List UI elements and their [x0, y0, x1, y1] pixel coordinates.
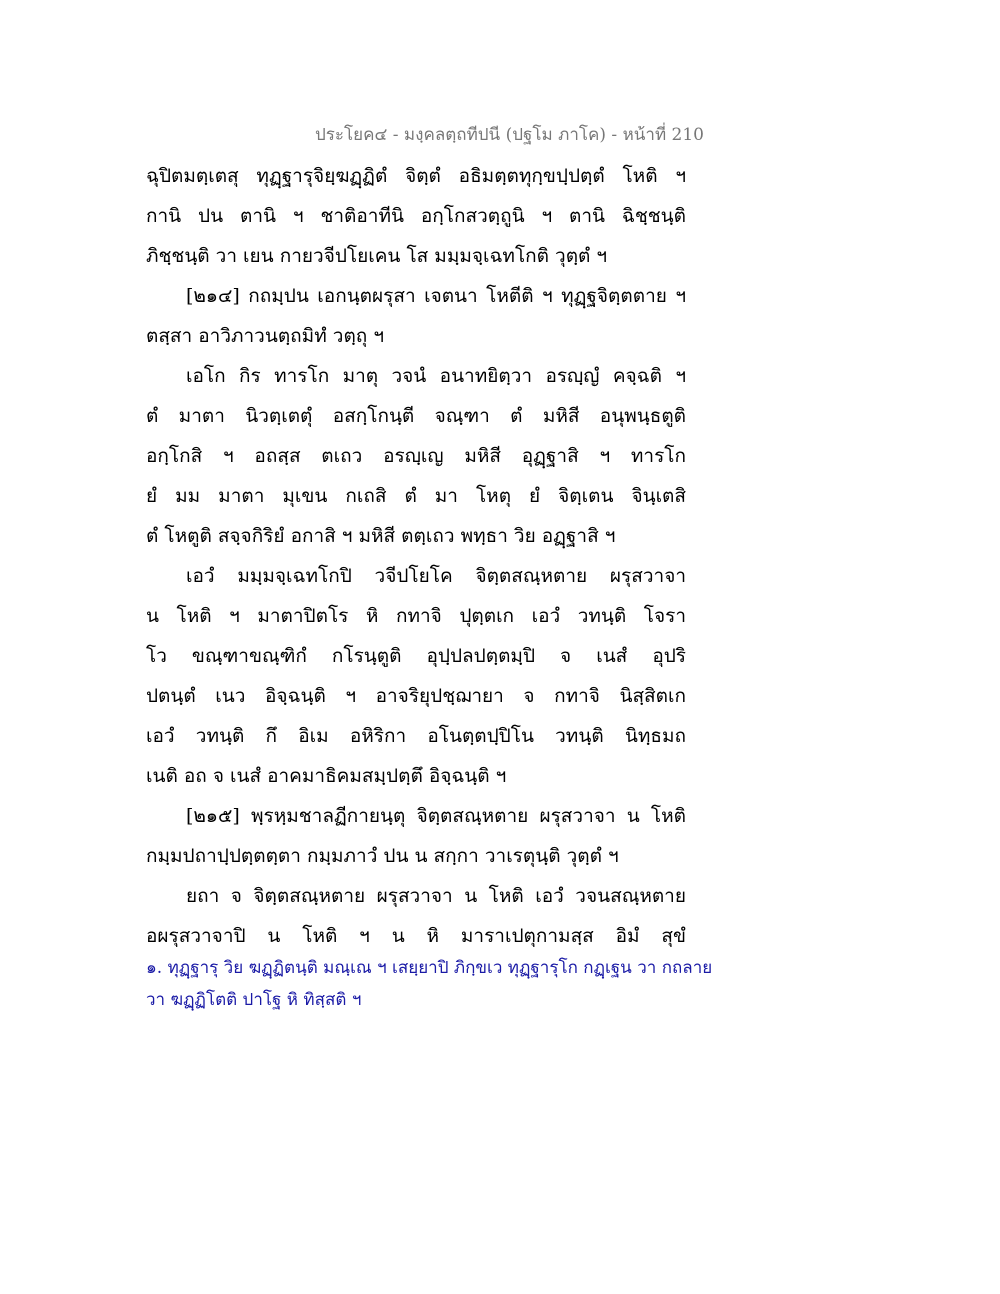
text-line-3: ภิชฺชนฺติ วา เยน กายวจีปโยเคน โส มมฺมจฺเฉทโกติ วุตฺตํ ฯ	[146, 245, 608, 267]
text-line-4: [๒๑๔] กถมฺปน เอกนฺตผรุสา เจตนา โหตีติ ฯ ทุฏฺฐจิตฺตตาย ฯ	[186, 285, 686, 307]
text-line-17: [๒๑๕] พฺรหฺมชาลฏีกายนฺตุ จิตฺตสณฺหตาย ผรุสวาจา น โหติ	[186, 805, 686, 827]
footnote-line-1: ๑. ทุฏฺฐารุ วิย ฆฏฺฏิตนฺติ มณฺเณ ฯ เสยฺยาปิ ภิกฺขเว ทุฏฺฐารุโก กฏฺเฐน วา กถลาย	[146, 958, 713, 978]
text-line-16: เนติ อถ จ เนสํ อาคมาธิคมสมฺปตฺตึ อิจฺฉนฺติ ฯ	[146, 765, 507, 787]
text-line-6: เอโก กิร ทารโก มาตุ วจนํ อนาทยิตฺวา อรญฺญํ คจฺฉติ ฯ	[186, 365, 686, 387]
text-line-12: น โหติ ฯ มาตาปิตโร หิ กทาจิ ปุตฺตเก เอวํ วทนฺติ โจรา	[146, 605, 686, 627]
text-line-9: ยํ มม มาตา มุเขน กเถสิ ตํ มา โหตุ ยํ จิตฺเตน จินฺเตสิ	[146, 485, 686, 507]
text-line-15: เอวํ วทนฺติ กึ อิเม อหิริกา อโนตฺตปฺปิโน วทนฺติ นิทฺธมถ	[146, 725, 686, 747]
text-line-14: ปตนฺตํ เนว อิจฺฉนฺติ ฯ อาจริยุปชฺฌายา จ กทาจิ นิสฺสิตเก	[146, 685, 686, 707]
text-line-2: กานิ ปน ตานิ ฯ ชาติอาทีนิ อกฺโกสวตฺถูนิ ฯ ตานิ ฉิชฺชนฺติ	[146, 205, 686, 227]
text-line-1: ฉุปิตมตฺเตสุ ทุฏฺฐารุจิยฺฆฏฺฏิตํ จิตฺตํ อธิมตฺตทุกฺขปฺปตฺตํ โหติ ฯ	[146, 165, 686, 187]
text-line-7: ตํ มาตา นิวตฺเตตุํ อสกฺโกนฺตี จณฺฑา ตํ มหิสี อนุพนฺธตูติ	[146, 405, 686, 427]
text-line-18: กมฺมปถาปฺปตฺตตฺตา กมฺมภาวํ ปน น สกฺกา วาเรตุนฺติ วุตฺตํ ฯ	[146, 845, 619, 867]
body-text	[146, 156, 686, 956]
text-line-19: ยถา จ จิตฺตสณฺหตาย ผรุสวาจา น โหติ เอวํ วจนสณฺหตาย	[186, 885, 686, 907]
text-line-13: โว ขณฺฑาขณฺฑิกํ กโรนฺตูติ อุปฺปลปตฺตมฺปิ จ เนสํ อุปริ	[146, 645, 686, 667]
footnote-line-2: วา ฆฏฺฏิโตติ ปาโฐ หิ ทิสฺสติ ฯ	[146, 990, 362, 1010]
text-line-5: ตสฺสา อาวิภาวนตฺถมิทํ วตฺถุ ฯ	[146, 325, 384, 347]
text-line-8: อกฺโกสิ ฯ อถสฺส ตเถว อรญฺเญ มหิสี อุฏฺฐาสิ ฯ ทารโก	[146, 445, 686, 467]
footnotes	[146, 952, 713, 1016]
text-line-11: เอวํ มมฺมจฺเฉทโกปิ วจีปโยโค จิตฺตสณฺหตาย ผรุสวาจา	[186, 565, 686, 587]
page-header: ประโยค๔ - มงฺคลตฺถทีปนี (ปฐโม ภาโค) - หน้าที่ 210	[315, 125, 704, 145]
text-line-10: ตํ โหตูติ สจฺจกิริยํ อกาสิ ฯ มหิสี ตตฺเถว พทฺธา วิย อฏฺฐาสิ ฯ	[146, 525, 616, 547]
text-line-20: อผรุสวาจาปิ น โหติ ฯ น หิ มาราเปตุกามสฺส อิมํ สุขํ	[146, 925, 686, 947]
